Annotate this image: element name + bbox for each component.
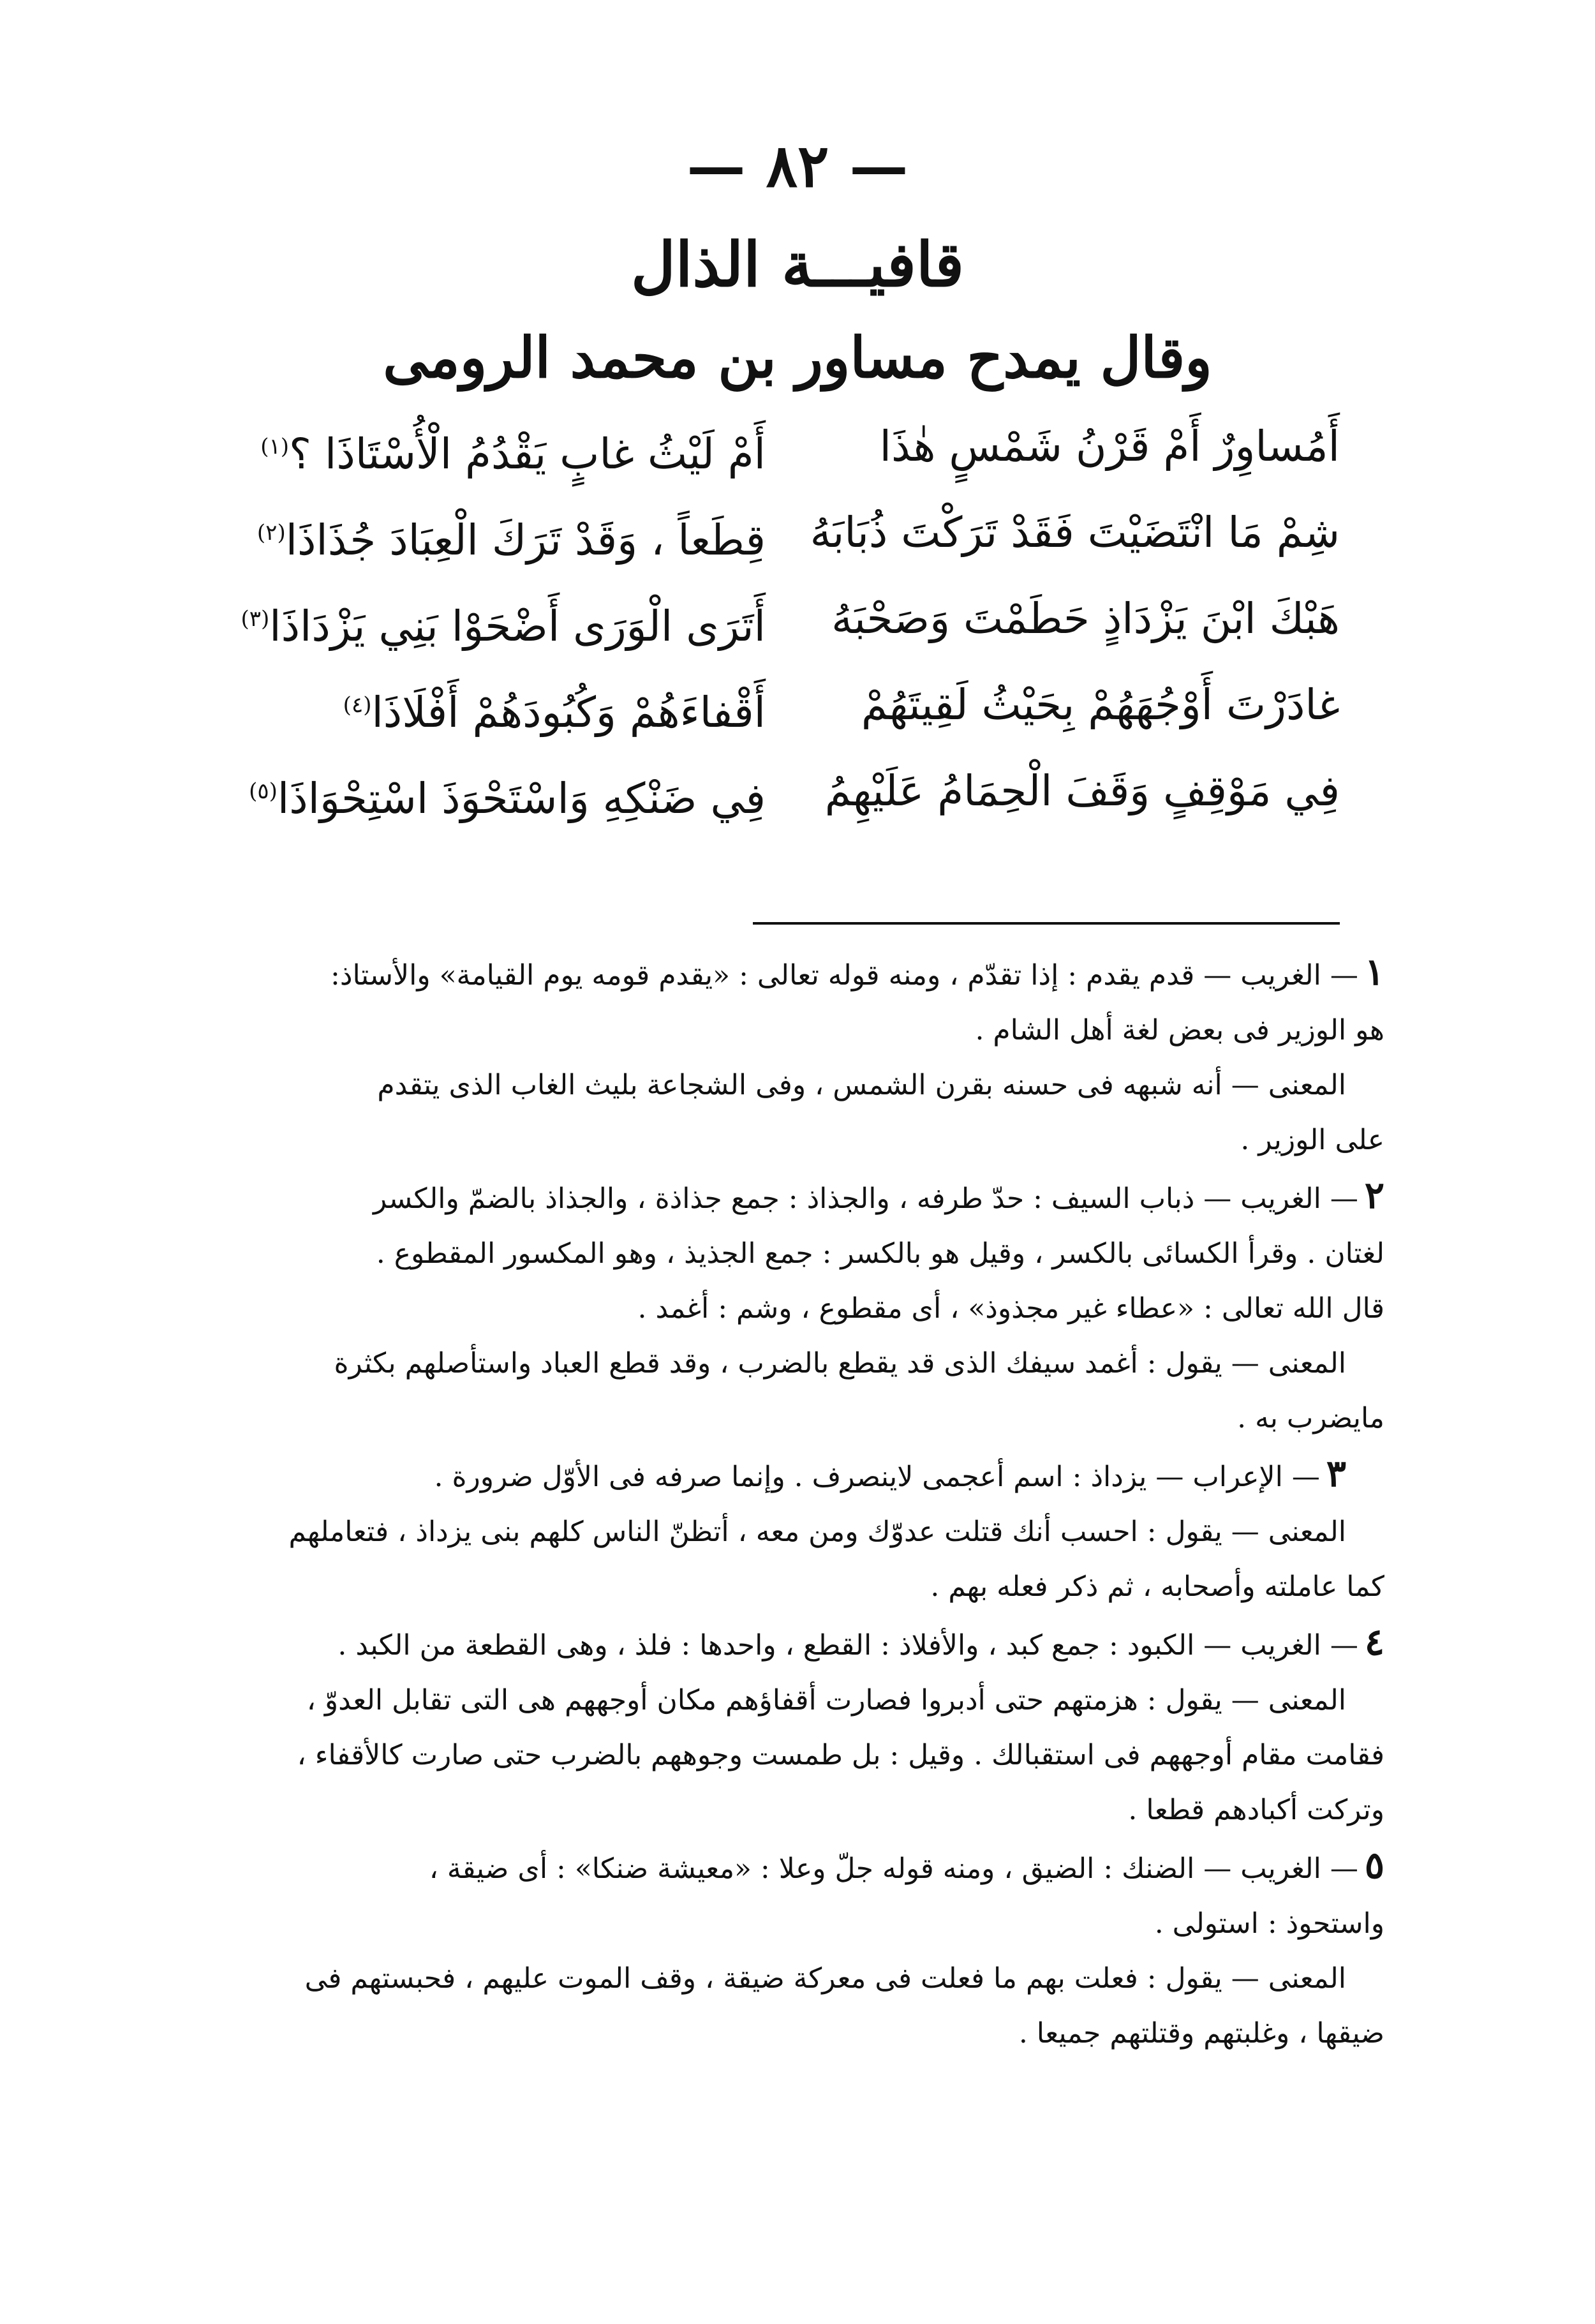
footnotes [198, 944, 1384, 2061]
footnote-line: قال الله تعالى : «عطاء غير مجذوذ» ، أى مقطوع ، وشم : أغمد . [637, 1292, 1384, 1325]
page-number: — ٨٢ — [686, 131, 909, 200]
footnote-divider [753, 922, 1340, 925]
footnote-line: المعنى — يقول : هزمتهم حتى أدبروا فصارت أقفاؤهم مكان أوجههم هى التى تقابل العدوّ ، [306, 1684, 1346, 1717]
verse-first-hemistich: شِمْ مَا انْتَضَيْتَ فَقَدْ تَرَكْتَ ذُبَابَهُ [810, 508, 1340, 557]
footnote-line: فقامت مقام أوجههم فى استقبالك . وقيل : بل طمست وجوههم بالضرب حتى صارت كالأقفاء ، [297, 1739, 1384, 1771]
verse [211, 581, 1340, 667]
footnote-line: المعنى — يقول : فعلت بهم ما فعلت فى معركة ضيقة ، وقف الموت عليهم ، فحبستهم فى [304, 1962, 1346, 1995]
footnote-line: المعنى — أنه شبهه فى حسنه بقرن الشمس ، وفى الشجاعة بليث الغاب الذى يتقدم [377, 1069, 1346, 1101]
footnote-line [198, 1446, 1384, 1505]
footnote-ref: (١) [260, 434, 289, 459]
footnote-ref: (٣) [241, 606, 270, 632]
verse-text: أَقْفاءَهُمْ وَكُبُودَهُمْ أَفْلَاذَا [371, 688, 766, 737]
footnote-text: — الغريب — الضنك : الضيق ، ومنه قوله جلّ وعلا : «معيشة ضنكا» : أى ضيقة ، [429, 1852, 1358, 1885]
footnote-line: كما عاملته وأصحابه ، ثم ذكر فعله بهم . [930, 1570, 1384, 1603]
verse-second-hemistich [211, 667, 766, 751]
verse [211, 753, 1340, 839]
footnote-text: — الغريب — قدم يقدم : إذا تقدّم ، ومنه قوله تعالى : «يقدم قومه يوم القيامة» والأستاذ: [330, 959, 1358, 992]
footnote-ref: (٢) [256, 520, 286, 546]
verse-text: فِي ضَنْكِهِ وَاسْتَحْوَذَ اسْتِحْوَاذَا [277, 774, 766, 823]
footnote-line: ضيقها ، وغلبتهم وقتلتهم جميعا . [1018, 2017, 1384, 2050]
footnote-text: — الغريب — ذباب السيف : حدّ طرفه ، والجذاذ : جمع جذاذة ، والجذاذ بالضمّ والكسر [373, 1182, 1358, 1215]
verse-first-hemistich: أَمُساوِرٌ أَمْ قَرْنُ شَمْسٍ هٰذَا [879, 422, 1340, 471]
footnote-text: — الإعراب — يزداذ : اسم أعجمى لاينصرف . وإنما صرفه فى الأوّل ضرورة . [434, 1461, 1320, 1493]
footnote-line: المعنى — يقول : احسب أنك قتلت عدوّك ومن معه ، أتظنّ الناس كلهم بنى يزداذ ، فتعاملهم [288, 1516, 1346, 1548]
footnote-line: وتركت أكبادهم قطعا . [1128, 1794, 1384, 1826]
footnote-line [198, 1614, 1384, 1673]
verse-second-hemistich [211, 408, 766, 493]
footnote-ref: (٥) [249, 778, 278, 804]
verse-second-hemistich [211, 581, 766, 665]
verse-second-hemistich [211, 753, 766, 837]
verse-first-hemistich: غادَرْتَ أَوْجُهَهُمْ بِحَيْثُ لَقِيتَهُمْ [861, 680, 1340, 729]
footnote-number: ٤ [1364, 1620, 1384, 1664]
footnote-text: — الغريب — الكبود : جمع كبد ، والأفلاذ : القطع ، واحدها : فلذ ، وهى القطعة من الكبد . [338, 1629, 1358, 1662]
poem-heading: وقال يمدح مساور بن محمد الرومى [383, 324, 1212, 391]
footnote-line [198, 1168, 1384, 1226]
verse-first-hemistich: فِي مَوْقِفٍ وَقَفَ الْحِمَامُ عَلَيْهِمُ [824, 766, 1340, 816]
footnote-number: ٥ [1364, 1844, 1384, 1887]
verse-text: قِطَعاً ، وَقَدْ تَرَكَ الْعِبَادَ جُذَاذَا [285, 516, 766, 565]
poem [211, 408, 1340, 839]
footnote-line: لغتان . وقرأ الكسائى بالكسر ، وقيل هو بالكسر : جمع الجذيذ ، وهو المكسور المقطوع . [376, 1237, 1384, 1270]
verse-second-hemistich [211, 495, 766, 579]
footnote-line: مايضرب به . [1237, 1402, 1384, 1434]
chapter-title: قافيـــة الذال [631, 228, 964, 301]
footnote-line [198, 944, 1384, 1003]
footnote-line: المعنى — يقول : أغمد سيفك الذى قد يقطع بالضرب ، وقد قطع العباد واستأصلهم بكثرة [334, 1347, 1346, 1380]
footnote-number: ٢ [1364, 1173, 1384, 1217]
footnote-line [198, 1838, 1384, 1896]
verse-text: أَمْ لَيْثُ غابٍ يَقْدُمُ الْأُسْتَاذَا ؟ [288, 429, 766, 479]
verse [211, 667, 1340, 753]
footnote-number: ٣ [1326, 1452, 1346, 1495]
footnote-number: ١ [1364, 950, 1384, 994]
footnote-line: واستحوذ : استولى . [1154, 1907, 1384, 1940]
footnote-ref: (٤) [343, 692, 372, 718]
footnote-line: على الوزير . [1240, 1124, 1384, 1156]
verse-text: أَتَرَى الْوَرَى أَضْحَوْا بَنِي يَزْدَاذَا [269, 602, 766, 651]
verse-first-hemistich: هَبْكَ ابْنَ يَزْدَاذٍ حَطَمْتَ وَصَحْبَهُ [831, 594, 1340, 643]
verse [211, 408, 1340, 495]
verse [211, 495, 1340, 581]
footnote-line: هو الوزير فى بعض لغة أهل الشام . [975, 1014, 1384, 1047]
